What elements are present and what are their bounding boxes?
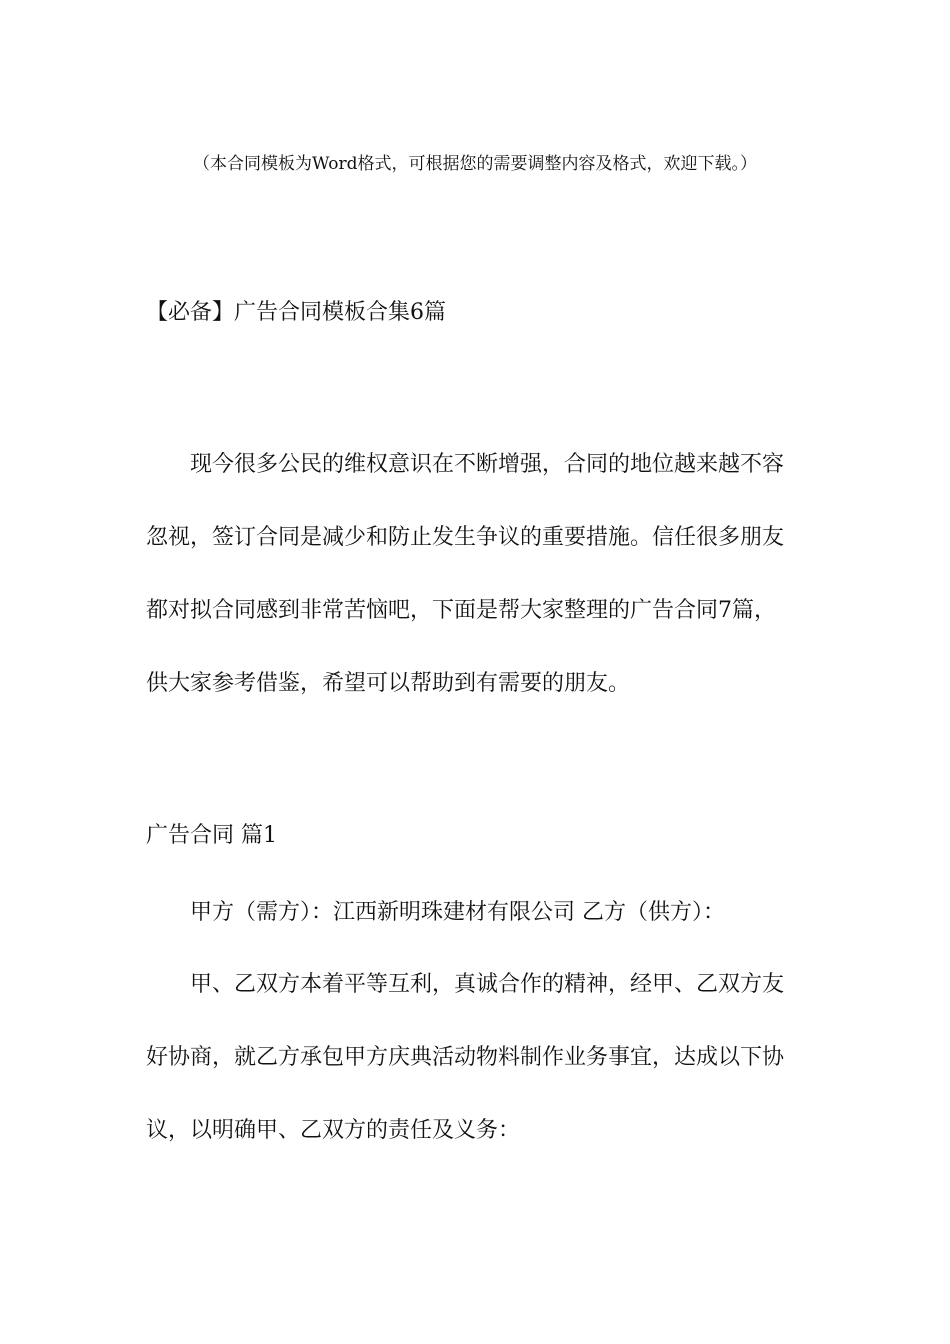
intro-line: 忽视，签订合同是减少和防止发生争议的重要措施。信任很多朋友 (146, 525, 785, 550)
section-heading: 广告合同 篇1 (146, 823, 277, 848)
agreement-line: 甲、乙双方本着平等互利，真诚合作的精神，经甲、乙双方友 (190, 972, 785, 997)
intro-line: 供大家参考借鉴，希望可以帮助到有需要的朋友。 (146, 671, 631, 696)
intro-paragraph (146, 428, 796, 720)
template-note: （本合同模板为Word格式，可根据您的需要调整内容及格式，欢迎下载。） (192, 154, 758, 174)
agreement-paragraph (146, 948, 796, 1167)
intro-line: 现今很多公民的维权意识在不断增强，合同的地位越来越不容 (190, 452, 785, 477)
parties-line: 甲方（需方）：江西新明珠建材有限公司 乙方（供方）： (190, 900, 725, 925)
document-title: 【必备】广告合同模板合集6篇 (146, 300, 446, 325)
agreement-line: 好协商，就乙方承包甲方庆典活动物料制作业务事宜，达成以下协 (146, 1045, 785, 1070)
parties-paragraph (146, 876, 796, 949)
intro-line: 都对拟合同感到非常苦恼吧，下面是帮大家整理的广告合同7篇， (146, 598, 776, 623)
agreement-line: 议，以明确甲、乙双方的责任及义务： (146, 1118, 521, 1143)
